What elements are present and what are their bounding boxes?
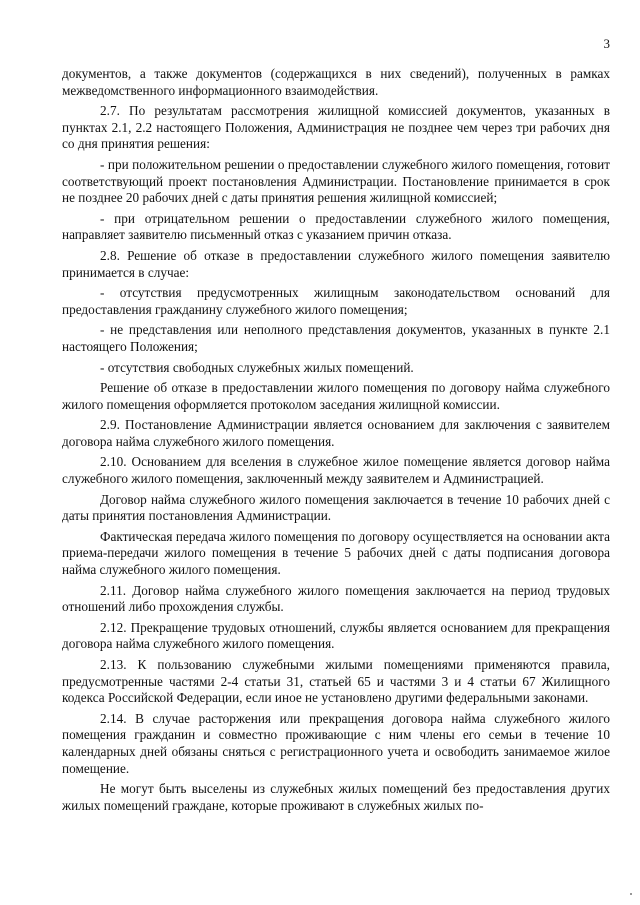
paragraph: Решение об отказе в предоставлении жилого помещения по договору найма служебного жилого помещения оформляется протоколом заседания жилищной комиссии. (62, 380, 610, 412)
page-number: 3 (603, 36, 610, 51)
paragraph: - не представления или неполного представления документов, указанных в пункте 2.1 настоящего Положения; (62, 322, 610, 354)
paragraph: Не могут быть выселены из служебных жилых помещений без предоставления других жилых помещений граждане, которые проживают в служебных жилых по- (62, 781, 610, 813)
paragraph: документов, а также документов (содержащихся в них сведений), полученных в рамках межведомственного информационного взаимодействия. (62, 66, 610, 98)
document-body (62, 66, 610, 818)
scan-speck (630, 893, 632, 895)
paragraph: Фактическая передача жилого помещения по договору осуществляется на основании акта приема-передачи жилого помещения в течение 5 рабочих дней с даты подписания договора найма служебного жилого помещения. (62, 528, 610, 578)
paragraph: - при отрицательном решении о предоставлении служебного жилого помещения, направляет заявителю письменный отказ с указанием причин отказа. (62, 210, 610, 243)
paragraph: - отсутствия свободных служебных жилых помещений. (100, 359, 414, 375)
paragraph: 2.7. По результатам рассмотрения жилищной комиссией документов, указанных в пунктах 2.1, 2.2 настоящего Положения, Администрация не позднее чем через три рабочих дня со дня принятия решения: (62, 103, 610, 152)
paragraph: - при положительном решении о предоставлении служебного жилого помещения, готовит соответствующий проект постановления Администрации. Постановление принимается в срок не позднее 20 рабочих дней с даты принятия решения жилищной комиссией; (62, 156, 610, 206)
paragraph: 2.14. В случае расторжения или прекращения договора найма служебного жилого помещения гражданин и совместно проживающие с ним члены его семьи в течение 10 календарных дней обязаны сняться с регистрационного учета и освободить занимаемое жилое помещение. (62, 710, 610, 776)
paragraph: 2.10. Основанием для вселения в служебное жилое помещение является договор найма служебного жилого помещения, заключенный между заявителем и Администрацией. (62, 454, 610, 487)
paragraph: Договор найма служебного жилого помещения заключается в течение 10 рабочих дней с даты принятия постановления Администрации. (62, 491, 610, 524)
paragraph: 2.12. Прекращение трудовых отношений, службы является основанием для прекращения договора найма служебного жилого помещения. (62, 619, 610, 652)
paragraph: 2.11. Договор найма служебного жилого помещения заключается на период трудовых отношений либо прохождения службы. (62, 582, 610, 615)
paragraph: 2.8. Решение об отказе в предоставлении служебного жилого помещения заявителю принимается в случае: (62, 247, 610, 280)
paragraph: - отсутствия предусмотренных жилищным законодательством оснований для предоставления гражданину служебного жилого помещения; (62, 285, 610, 317)
paragraph: 2.9. Постановление Администрации является основанием для заключения с заявителем договора найма служебного жилого помещения. (62, 417, 610, 449)
paragraph: 2.13. К пользованию служебными жилыми помещениями применяются правила, предусмотренные частями 2-4 статьи 31, статьей 65 и частями 3 и 4 статьи 67 Жилищного кодекса Российской Федерации, если иное не установлено другими федеральными законами. (62, 657, 610, 706)
